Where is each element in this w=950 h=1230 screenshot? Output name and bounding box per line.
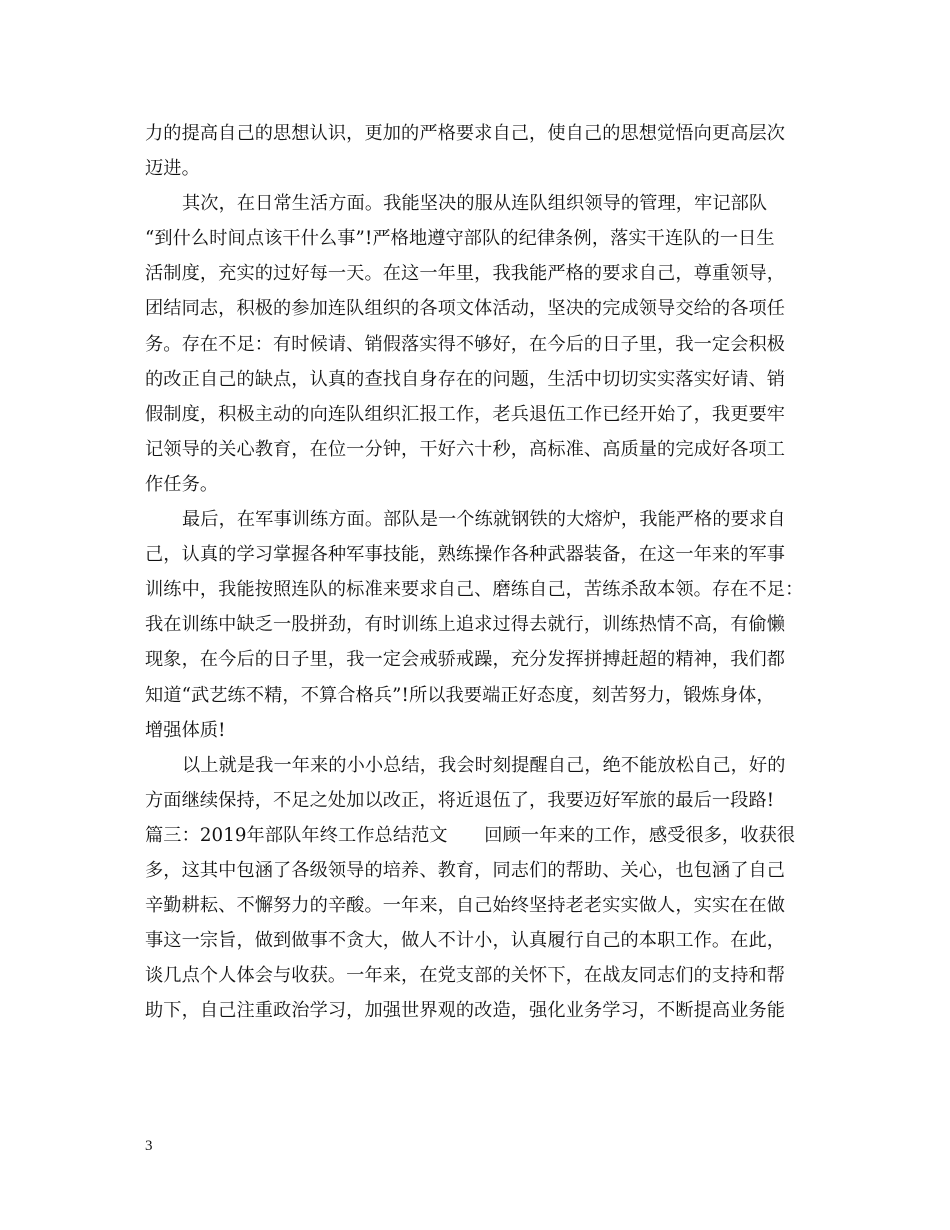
text-line: 迈进。 [145, 158, 200, 180]
text-line: 最后，在军事训练方面。部队是一个练就钢铁的大熔炉，我能严格的要求自 [182, 509, 786, 531]
text-line: 的改正自己的缺点，认真的查找自身存在的问题，生活中切切实实落实好请、销 [145, 368, 786, 390]
text-line: 辛勤耕耘、不懈努力的辛酸。一年来，自己始终坚持老老实实做人，实实在在做 [145, 895, 786, 917]
text-line: 团结同志，积极的参加连队组织的各项文体活动，坚决的完成领导交给的各项任 [145, 298, 786, 320]
text-line: 事这一宗旨，做到做事不贪大，做人不计小，认真履行自己的本职工作。在此， [145, 930, 786, 952]
text-line: 篇三：2019年部队年终工作总结范文 回顾一年来的工作，感受很多，收获很 [145, 824, 796, 846]
text-line: 增强体质! [145, 719, 226, 741]
text-line: 假制度，积极主动的向连队组织汇报工作，老兵退伍工作已经开始了，我更要牢 [145, 403, 786, 425]
text-line: 训练中，我能按照连队的标准来要求自己、磨练自己，苦练杀敌本领。存在不足： [145, 579, 804, 601]
text-line: 助下，自己注重政治学习，加强世界观的改造，强化业务学习，不断提高业务能 [145, 1000, 786, 1022]
text-line: 现象，在今后的日子里，我一定会戒骄戒躁，充分发挥拼搏赶超的精神，我们都 [145, 649, 786, 671]
text-line: 己，认真的学习掌握各种军事技能，熟练操作各种武器装备，在这一年来的军事 [145, 544, 786, 566]
text-line: “到什么时间点该干什么事”!严格地遵守部队的纪律条例，落实干连队的一日生 [145, 228, 775, 250]
text-line: 知道“武艺练不精，不算合格兵”!所以我要端正好态度，刻苦努力，锻炼身体， [145, 684, 775, 706]
text-line: 我在训练中缺乏一股拼劲，有时训练上追求过得去就行，训练热情不高，有偷懒 [145, 614, 786, 636]
text-line: 记领导的关心教育，在位一分钟，干好六十秒，高标准、高质量的完成好各项工 [145, 438, 786, 460]
text-line: 方面继续保持，不足之处加以改正，将近退伍了，我要迈好军旅的最后一段路! [145, 789, 775, 811]
text-line: 作任务。 [145, 473, 219, 495]
text-line: 其次，在日常生活方面。我能坚决的服从连队组织领导的管理，牢记部队 [182, 193, 768, 215]
text-line: 力的提高自己的思想认识，更加的严格要求自己，使自己的思想觉悟向更高层次 [145, 123, 786, 144]
text-line: 多，这其中包涵了各级领导的培养、教育，同志们的帮助、关心，也包涵了自己 [145, 859, 786, 881]
text-line: 以上就是我一年来的小小总结，我会时刻提醒自己，绝不能放松自己，好的 [182, 754, 786, 776]
text-line: 务。存在不足：有时候请、销假落实得不够好，在今后的日子里，我一定会积极 [145, 333, 786, 355]
text-line: 谈几点个人体会与收获。一年来，在党支部的关怀下，在战友同志们的支持和帮 [145, 965, 786, 987]
document-body [145, 116, 805, 1028]
page-number: 3 [145, 1138, 153, 1154]
text-line: 活制度，充实的过好每一天。在这一年里，我我能严格的要求自己，尊重领导， [145, 263, 786, 285]
